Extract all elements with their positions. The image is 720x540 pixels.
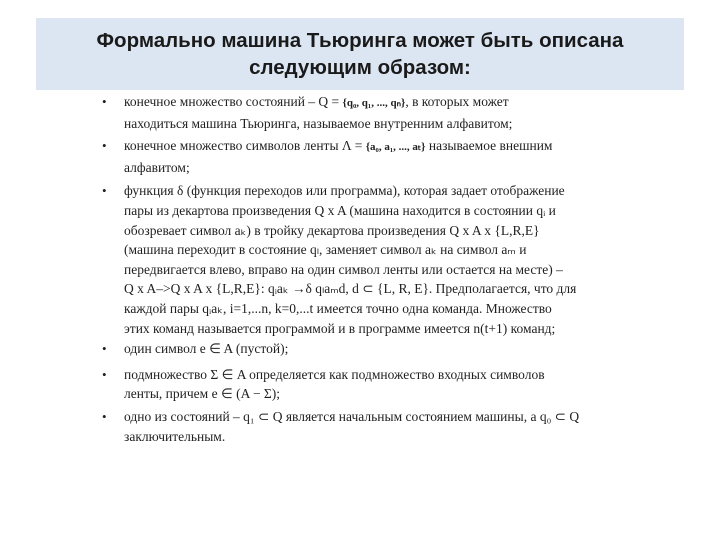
bullet-item bbox=[96, 92, 648, 133]
bullet-line: Q x A–>Q x A x {L,R,E}: qᵢaₖ →δ qₗaₘd, d ⊂ {L, R, E}. Предполагается, что для bbox=[124, 281, 577, 297]
bullet-line: функция δ (функция переходов или программа), которая задает отображение bbox=[124, 183, 565, 199]
bullet-item bbox=[96, 339, 648, 359]
bullet-line: алфавитом; bbox=[124, 159, 190, 175]
bullet-line: пары из декартова произведения Q x A (машина находится в состоянии qᵢ и bbox=[124, 202, 556, 218]
bullet-dot: • bbox=[102, 408, 107, 424]
bullet-dot: • bbox=[102, 138, 107, 154]
bullet-line: этих команд называется программой и в программе имеется n(t+1) команд; bbox=[124, 320, 556, 336]
bullet-line: находиться машина Тьюринга, называемое внутренним алфавитом; bbox=[124, 115, 513, 131]
bullet-line: обозревает символ aₖ) в тройку декартова произведения Q x A x {L,R,E} bbox=[124, 222, 540, 238]
bullet-item bbox=[96, 181, 648, 338]
bullet-dot: • bbox=[102, 341, 107, 357]
title-line-1: Формально машина Тьюринга может быть описана bbox=[96, 29, 624, 52]
bullet-line: (машина переходит в состояние qₗ, заменяет символ aₖ на символ aₘ и bbox=[124, 242, 527, 258]
bullet-line: ленты, причем e ∈ (A − Σ); bbox=[124, 386, 281, 402]
bullet-line: каждой пары qᵢaₖ, i=1,...n, k=0,...t имеется точно одна команда. Множество bbox=[124, 300, 552, 316]
bullet-line: конечное множество символов ленты Λ = {a₀, a₁, ..., aₜ} называемое внешним bbox=[124, 138, 553, 154]
bullet-item bbox=[96, 136, 648, 177]
bullet-dot: • bbox=[102, 183, 107, 199]
bullet-dot: • bbox=[102, 94, 107, 109]
title-line-2: следующим образом: bbox=[249, 56, 471, 79]
title-box bbox=[36, 18, 684, 90]
bullet-line: передвигается влево, вправо на один символ ленты или остается на месте) – bbox=[124, 261, 563, 277]
bullet-line: заключительным. bbox=[124, 428, 226, 444]
bullet-line: один символ e ∈ A (пустой); bbox=[124, 341, 289, 357]
bullet-item bbox=[96, 365, 648, 404]
bullet-list bbox=[96, 90, 648, 446]
bullet-dot: • bbox=[102, 366, 107, 382]
bullet-line: подмножество Σ ∈ A определяется как подмножество входных символов bbox=[124, 366, 545, 382]
bullet-line: конечное множество состояний – Q = {q₀, q₁, ..., qₙ}, в которых может bbox=[124, 94, 509, 109]
bullet-line: одно из состояний – q₁ ⊂ Q является начальным состоянием машины, а q₀ ⊂ Q bbox=[124, 408, 580, 424]
bullet-item bbox=[96, 407, 648, 446]
